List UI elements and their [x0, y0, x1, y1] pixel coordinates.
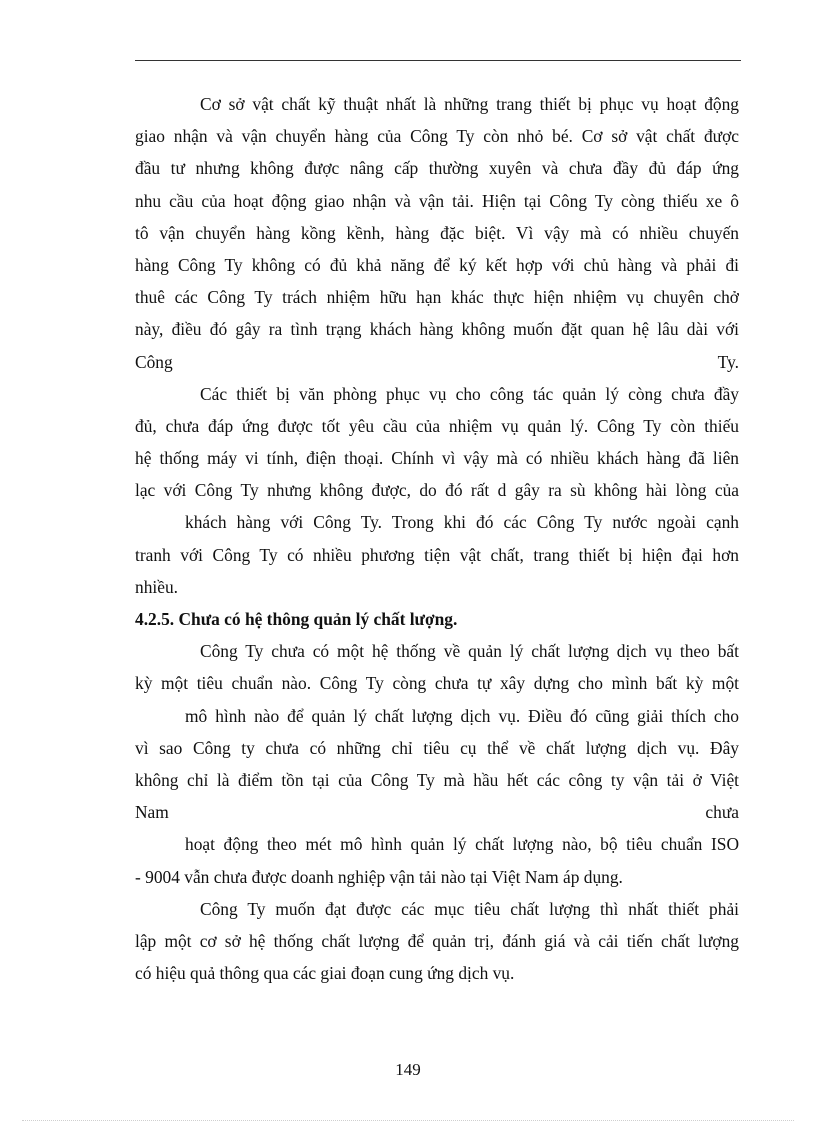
text-line: hệ thống máy vi tính, điện thoại. Chính vì vậy mà có nhiều khách hàng đã liên	[135, 448, 739, 469]
text-line: lập một cơ sở hệ thống chất lượng để quản trị, đánh giá và cải tiến chất lượng	[135, 930, 739, 951]
text-line: thuê các Công Ty trách nhiệm hữu hạn khác thực hiện nhiệm vụ chuyên chở	[135, 287, 739, 308]
text-line: Các thiết bị văn phòng phục vụ cho công tác quản lý còng chưa đầy	[200, 383, 739, 404]
text-line: có hiệu quả thông qua các giai đoạn cung ứng dịch vụ.	[135, 963, 515, 984]
text-line: vì sao Công ty chưa có những chỉ tiêu cụ thể về chất lượng dịch vụ. Đây	[135, 737, 739, 758]
text-line: Cơ sở vật chất kỹ thuật nhất là những trang thiết bị phục vụ hoạt động	[200, 94, 739, 114]
header-rule	[135, 60, 741, 61]
text-line: lạc với Công Ty nhưng không được, do đó rất d gây ra sù không hài lòng của	[135, 480, 739, 501]
text-line: - 9004 vẫn chưa được doanh nghiệp vận tải nào tại Việt Nam áp dụng.	[135, 866, 623, 887]
text-line: giao nhận và vận chuyển hàng của Công Ty còn nhỏ bé. Cơ sở vật chất được	[135, 126, 739, 147]
page-number: 149	[395, 1060, 421, 1079]
text-line: mô hình nào để quản lý chất lượng dịch vụ. Điều đó cũng giải thích cho	[185, 705, 739, 726]
text-line: nhiều.	[135, 576, 178, 597]
text-line: Công Ty chưa có một hệ thống về quản lý chất lượng dịch vụ theo bất	[200, 641, 739, 662]
text-line: đầu tư nhưng không được nâng cấp thường xuyên và chưa đầy đủ đáp ứng	[135, 158, 739, 179]
text-line: này, điều đó gây ra tình trạng khách hàng không muốn đặt quan hệ lâu dài với	[135, 319, 739, 340]
text-line: nhu cầu của hoạt động giao nhận và vận tải. Hiện tại Công Ty còng thiếu xe ô	[135, 190, 739, 211]
text-line: Công Ty muốn đạt được các mục tiêu chất lượng thì nhất thiết phải	[200, 898, 739, 919]
text-line: hàng Công Ty không có đủ khả năng để ký kết hợp với chủ hàng và phải đi	[135, 254, 739, 275]
text-line: tranh với Công Ty có nhiều phương tiện vật chất, trang thiết bị hiện đại hơn	[135, 544, 739, 565]
text-line: tô vận chuyển hàng kồng kềnh, hàng đặc biệt. Vì vậy mà có nhiều chuyến	[135, 222, 739, 243]
text-line: khách hàng với Công Ty. Trong khi đó các Công Ty nước ngoài cạnh	[185, 512, 739, 533]
text-line: hoạt động theo mét mô hình quản lý chất lượng nào, bộ tiêu chuẩn ISO	[185, 834, 739, 855]
text-line: đủ, chưa đáp ứng được tốt yêu cầu của nhiệm vụ quản lý. Công Ty còn thiếu	[135, 415, 739, 436]
text-line: không chỉ là điểm tồn tại của Công Ty mà hầu hết các công ty vận tải ở Việt	[135, 769, 739, 790]
text-line: Công Ty.	[135, 351, 739, 372]
section-heading: 4.2.5. Chưa có hệ thông quản lý chất lượng.	[135, 609, 458, 629]
page-bottom-edge	[22, 1120, 794, 1121]
text-line: kỳ một tiêu chuẩn nào. Công Ty còng chưa tự xây dựng cho mình bất kỳ một	[135, 673, 739, 694]
text-line: Nam chưa	[135, 802, 739, 823]
body-text	[135, 88, 739, 989]
